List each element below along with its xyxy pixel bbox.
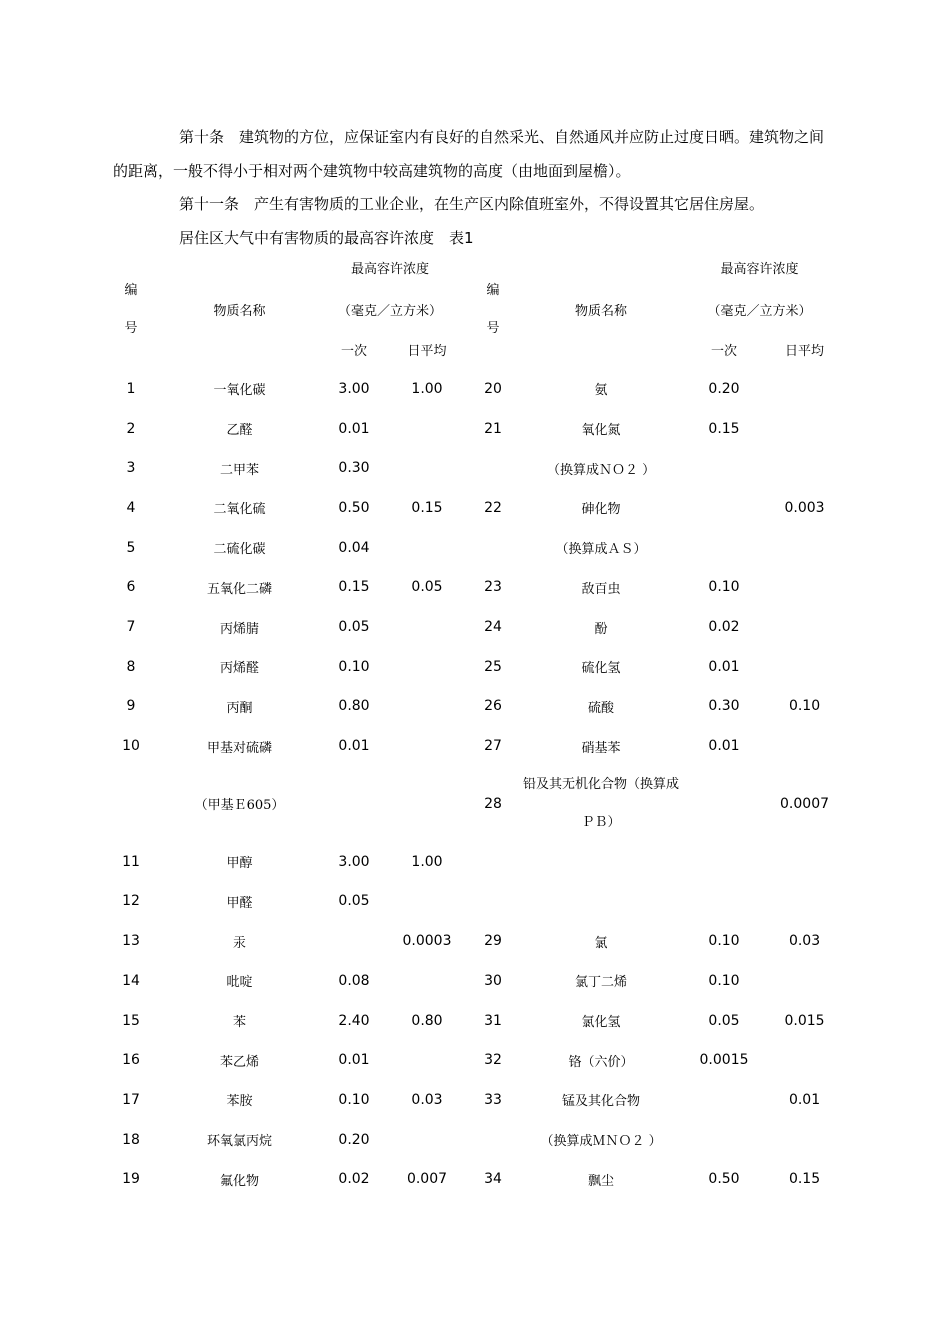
left-number-cell: 1: [126, 380, 136, 397]
left-once-cell: 2.40: [338, 1012, 370, 1029]
left-once-cell: [317, 766, 391, 842]
right-number-cell: 20: [484, 380, 502, 397]
left-daily-cell: [391, 766, 463, 842]
right-daily-cell: [769, 409, 840, 449]
left-daily-cell: 0.05: [411, 579, 443, 596]
right-substance-cell: 酚: [594, 621, 608, 637]
right-daily-cell: [769, 647, 840, 687]
left-daily-cell: 1.00: [411, 380, 443, 397]
right-substance-cell: 氯化氢: [581, 1015, 621, 1031]
right-substance-cell: 氨: [594, 383, 608, 399]
table-row: [100, 369, 840, 409]
right-substance-cell: （换算成ＡＳ）: [555, 542, 647, 558]
left-number-cell: 2: [126, 420, 136, 437]
left-daily-cell: [391, 882, 463, 922]
right-once-cell: 0.01: [708, 738, 740, 755]
table-row: [100, 882, 840, 922]
header-once-left: 一次: [340, 343, 367, 359]
right-number-cell: 23: [484, 579, 502, 596]
right-once-cell: [679, 528, 769, 568]
article-11-paragraph: 第十一条 产生有害物质的工业企业，在生产区内除值班室外，不得设置其它居住房屋。: [179, 195, 765, 213]
left-number-cell: 13: [122, 933, 140, 950]
table-row: [100, 1159, 840, 1199]
left-number-cell: 14: [122, 972, 140, 989]
header-daily-left: 日平均: [407, 343, 447, 359]
table-row: [100, 921, 840, 961]
left-once-cell: 0.02: [338, 1171, 370, 1188]
left-substance-cell: 乙醛: [226, 423, 253, 439]
left-once-cell: 0.10: [338, 658, 370, 675]
table-row: [100, 726, 840, 766]
left-daily-cell: 0.0003: [402, 933, 452, 950]
left-once-cell: 0.01: [338, 738, 370, 755]
left-substance-cell: 丙烯醛: [219, 661, 259, 677]
left-substance-cell: 丙酮: [226, 700, 253, 716]
left-number-cell: 3: [126, 460, 136, 477]
right-daily-cell: [769, 1120, 840, 1160]
left-daily-cell: [391, 528, 463, 568]
left-number-cell: 17: [122, 1091, 140, 1108]
right-number-cell: 22: [484, 499, 502, 516]
left-once-cell: 0.15: [338, 579, 370, 596]
left-once-cell: [317, 921, 391, 961]
right-once-cell: [679, 842, 769, 882]
left-daily-cell: 0.80: [411, 1012, 443, 1029]
header-number-char: 编: [486, 282, 500, 298]
header-maxconc-left: 最高容许浓度: [351, 262, 430, 278]
table-row: [100, 607, 840, 647]
table-row: [100, 647, 840, 687]
left-daily-cell: [391, 607, 463, 647]
header-maxconc-right: 最高容许浓度: [720, 262, 799, 278]
right-daily-cell: [769, 568, 840, 608]
header-name-left: 物质名称: [213, 304, 266, 320]
right-daily-cell: [769, 961, 840, 1001]
right-substance-cell: 砷化物: [581, 502, 621, 518]
left-once-cell: 0.08: [338, 972, 370, 989]
table-row: [100, 568, 840, 608]
right-number-cell: 28: [484, 795, 502, 812]
right-substance-cell: 铬（六价）: [568, 1054, 634, 1070]
right-number-cell: [463, 842, 523, 882]
right-number-cell: 27: [484, 738, 502, 755]
right-substance-cell: 硝基苯: [581, 740, 621, 756]
right-substance-cell: 氯丁二烯: [575, 975, 628, 991]
left-once-cell: 0.05: [338, 893, 370, 910]
right-number-cell: 25: [484, 658, 502, 675]
left-substance-cell: 汞: [232, 935, 246, 951]
right-number-cell: 32: [484, 1052, 502, 1069]
left-number-cell: 15: [122, 1012, 140, 1029]
left-daily-cell: [391, 726, 463, 766]
right-number-cell: 21: [484, 420, 502, 437]
left-once-cell: 0.01: [338, 1052, 370, 1069]
header-unit-right: （毫克／立方米）: [707, 304, 812, 320]
right-once-cell: [679, 1120, 769, 1160]
left-number-cell: 10: [122, 738, 140, 755]
right-substance-cell: 敌百虫: [581, 581, 621, 597]
right-number-cell: 33: [484, 1091, 502, 1108]
right-once-cell: 0.10: [708, 933, 740, 950]
left-number-cell: 11: [122, 853, 140, 870]
right-daily-cell: [769, 842, 840, 882]
substance-name-line: ＰＢ）: [581, 814, 621, 830]
right-daily-cell: 0.003: [784, 499, 825, 516]
table-row: [100, 961, 840, 1001]
right-daily-cell: [769, 882, 840, 922]
right-number-cell: 31: [484, 1012, 502, 1029]
left-daily-cell: 0.007: [406, 1171, 448, 1188]
right-substance-cell: 氧化氮: [581, 423, 621, 439]
left-once-cell: 0.80: [338, 698, 370, 715]
left-number-cell: 7: [126, 619, 136, 636]
left-substance-cell: 甲醛: [226, 895, 253, 911]
left-substance-cell: 吡啶: [226, 975, 253, 991]
left-daily-cell: [391, 1040, 463, 1080]
right-number-cell: 26: [484, 698, 502, 715]
header-daily-right: 日平均: [785, 343, 825, 359]
table-caption-text: 居住区大气中有害物质的最高容许浓度 表: [179, 229, 465, 247]
right-daily-cell: 0.10: [788, 698, 821, 715]
right-substance-cell: [523, 766, 679, 842]
left-number-cell: 6: [126, 579, 136, 596]
left-daily-cell: [391, 647, 463, 687]
right-number-cell: 34: [484, 1171, 502, 1188]
right-daily-cell: [769, 369, 840, 409]
right-substance-cell: [523, 882, 679, 922]
right-substance-cell: [523, 842, 679, 882]
table-row: [100, 842, 840, 882]
left-substance-cell: 苯胺: [226, 1094, 253, 1110]
left-once-cell: 0.20: [338, 1131, 370, 1148]
table-caption-number: 1: [464, 229, 474, 247]
right-once-cell: 0.0015: [699, 1052, 749, 1069]
left-number-cell: 12: [122, 893, 140, 910]
left-daily-cell: [391, 687, 463, 727]
right-substance-cell: 氯: [594, 935, 608, 951]
pollutant-table: [100, 250, 840, 1199]
right-daily-cell: [769, 1040, 840, 1080]
right-substance-cell: 锰及其化合物: [562, 1094, 641, 1110]
header-number-left: [100, 250, 162, 369]
right-number-cell: 29: [484, 933, 502, 950]
right-daily-cell: 0.15: [788, 1171, 821, 1188]
header-once-right: 一次: [711, 343, 738, 359]
right-once-cell: 0.10: [708, 579, 740, 596]
left-daily-cell: 0.03: [411, 1091, 443, 1108]
right-once-cell: 0.01: [708, 658, 740, 675]
table-header-row: [100, 250, 840, 290]
left-number-cell: 18: [122, 1131, 140, 1148]
right-daily-cell: 0.015: [784, 1012, 825, 1029]
right-once-cell: 0.05: [708, 1012, 740, 1029]
right-substance-cell: （换算成ＮＯ２ ）: [546, 462, 656, 478]
right-number-cell: [463, 528, 523, 568]
right-daily-cell: [769, 607, 840, 647]
left-daily-cell: [391, 1120, 463, 1160]
header-number-char: 编: [124, 282, 138, 298]
header-unit-left: （毫克／立方米）: [338, 304, 443, 320]
right-once-cell: 0.20: [708, 380, 740, 397]
right-daily-cell: 0.01: [788, 1091, 821, 1108]
right-once-cell: [679, 882, 769, 922]
right-substance-cell: 飘尘: [588, 1173, 615, 1189]
left-daily-cell: [391, 961, 463, 1001]
left-substance-cell: 二甲苯: [219, 462, 259, 478]
left-substance-cell: （甲基Ｅ605）: [194, 798, 285, 814]
left-substance-cell: 苯: [232, 1015, 246, 1031]
right-number-cell: [463, 1120, 523, 1160]
table-row: [100, 1040, 840, 1080]
right-daily-cell: [769, 726, 840, 766]
header-number-char: 号: [124, 320, 138, 336]
left-once-cell: 0.10: [338, 1091, 370, 1108]
left-substance-cell: 氟化物: [219, 1173, 259, 1189]
left-substance-cell: 苯乙烯: [219, 1054, 259, 1070]
right-number-cell: 30: [484, 972, 502, 989]
header-name-right: 物质名称: [575, 304, 628, 320]
right-daily-cell: [769, 448, 840, 488]
left-daily-cell: [391, 409, 463, 449]
article-10-paragraph: 第十条 建筑物的方位，应保证室内有良好的自然采光、自然通风并应防止过度日晒。建筑物之间的距离，一般不得小于相对两个建筑物中较高建筑物的高度（由地面到屋檐）。: [113, 128, 825, 180]
left-once-cell: 0.05: [338, 619, 370, 636]
right-daily-cell: 0.03: [788, 933, 821, 950]
right-once-cell: [679, 766, 769, 842]
left-daily-cell: [391, 448, 463, 488]
right-once-cell: [679, 1080, 769, 1120]
right-daily-cell: 0.0007: [780, 795, 830, 812]
left-number-cell: [100, 766, 162, 842]
right-substance-cell: 硫酸: [588, 700, 615, 716]
left-substance-cell: 二氧化硫: [213, 502, 266, 518]
left-number-cell: 9: [126, 698, 136, 715]
left-once-cell: 0.04: [338, 539, 370, 556]
left-substance-cell: 环氧氯丙烷: [206, 1134, 272, 1150]
right-substance-cell: （换算成ＭＮＯ２ ）: [540, 1134, 662, 1150]
right-once-cell: [679, 488, 769, 528]
right-once-cell: 0.15: [708, 420, 740, 437]
table-row: [100, 409, 840, 449]
left-once-cell: 0.50: [338, 499, 370, 516]
header-number-char: 号: [486, 320, 500, 336]
right-once-cell: 0.02: [708, 619, 740, 636]
table-row: [100, 687, 840, 727]
left-substance-cell: 一氧化碳: [213, 383, 266, 399]
substance-name-line: 铅及其无机化合物（换算成: [523, 776, 680, 792]
right-daily-cell: [769, 528, 840, 568]
table-row: [100, 488, 840, 528]
left-once-cell: 3.00: [338, 380, 370, 397]
right-once-cell: 0.10: [708, 972, 740, 989]
left-number-cell: 19: [122, 1171, 140, 1188]
left-number-cell: 16: [122, 1052, 140, 1069]
header-number-right: [463, 250, 523, 369]
left-number-cell: 4: [126, 499, 136, 516]
left-daily-cell: 0.15: [411, 499, 443, 516]
left-once-cell: 0.01: [338, 420, 370, 437]
right-once-cell: 0.30: [708, 698, 740, 715]
left-once-cell: 3.00: [338, 853, 370, 870]
right-once-cell: [679, 448, 769, 488]
table-row: [100, 1001, 840, 1041]
table-row: [100, 448, 840, 488]
left-substance-cell: 二硫化碳: [213, 542, 266, 558]
right-substance-cell: 硫化氢: [581, 661, 621, 677]
table-row: [100, 1120, 840, 1160]
left-number-cell: 5: [126, 539, 136, 556]
right-number-cell: [463, 882, 523, 922]
table-row: [100, 528, 840, 568]
right-number-cell: [463, 448, 523, 488]
right-once-cell: 0.50: [708, 1171, 740, 1188]
left-substance-cell: 甲基对硫磷: [206, 740, 272, 756]
right-number-cell: 24: [484, 619, 502, 636]
left-substance-cell: 五氧化二磷: [206, 581, 272, 597]
left-once-cell: 0.30: [338, 460, 370, 477]
table-body: [100, 250, 840, 1199]
table-row: [100, 766, 840, 842]
left-substance-cell: 甲醇: [226, 856, 253, 872]
left-daily-cell: 1.00: [411, 853, 443, 870]
left-substance-cell: 丙烯腈: [219, 621, 259, 637]
left-number-cell: 8: [126, 658, 136, 675]
table-row: [100, 1080, 840, 1120]
